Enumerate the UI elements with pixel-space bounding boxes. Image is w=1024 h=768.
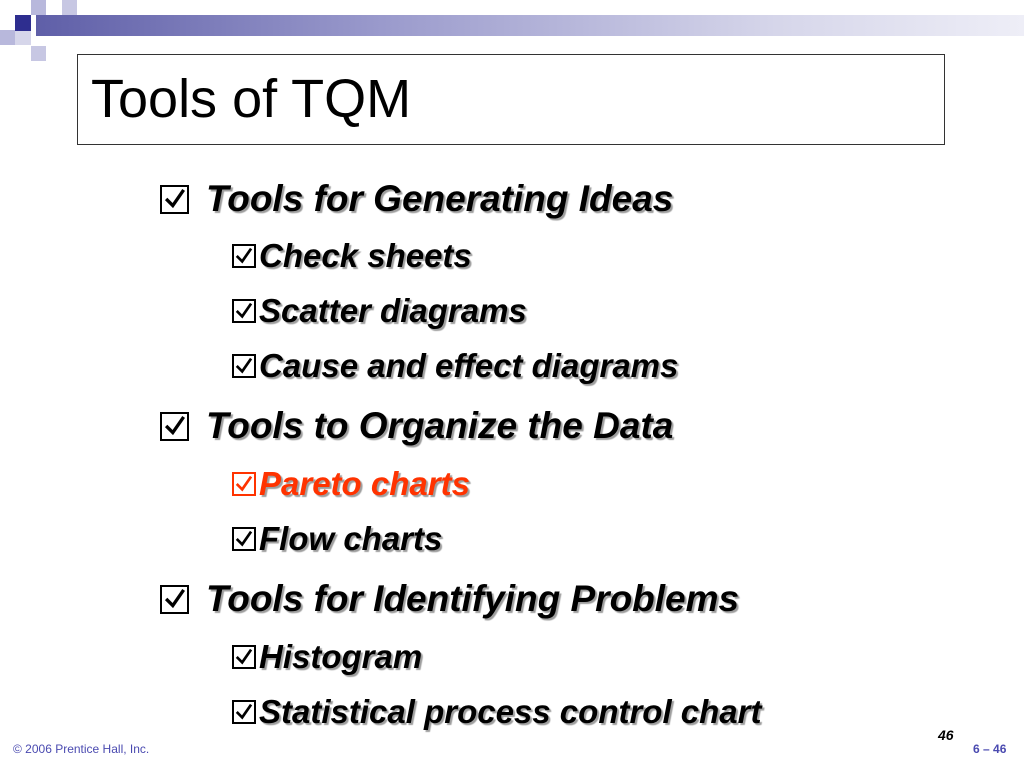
bullet-item-level1	[160, 576, 739, 622]
checkbox-checked-icon	[160, 585, 189, 614]
bullet-item-level1	[160, 403, 673, 449]
bullet-item-level1	[160, 176, 673, 222]
bullet-item-level2	[232, 518, 442, 560]
checkbox-checked-icon	[232, 645, 256, 669]
bullet-text: Tools for Identifying Problems	[206, 578, 740, 619]
footer-slide-ref: 6 – 46	[973, 742, 1007, 756]
bullet-text: Tools for Generating Ideas	[206, 178, 674, 219]
bullet-text: Histogram	[259, 638, 423, 675]
bullet-text: Pareto charts	[259, 465, 470, 502]
footer-page-number: 46	[938, 727, 954, 743]
bullet-item-level2	[232, 235, 472, 277]
checkbox-checked-icon	[232, 244, 256, 268]
bullet-text: Scatter diagrams	[259, 292, 527, 329]
checkbox-checked-icon	[160, 412, 189, 441]
bullet-text: Flow charts	[259, 520, 443, 557]
bullet-item-level2	[232, 290, 527, 332]
checkbox-checked-icon	[232, 472, 256, 496]
bullet-text: Check sheets	[259, 237, 472, 274]
checkbox-checked-icon	[232, 700, 256, 724]
bullet-text: Statistical process control chart	[259, 693, 762, 730]
slide-title: Tools of TQM	[91, 69, 412, 129]
footer-copyright: © 2006 Prentice Hall, Inc.	[13, 742, 150, 756]
bullet-item-level2	[232, 691, 762, 733]
bullet-item-level2	[232, 345, 678, 387]
bullet-item-level2	[232, 636, 422, 678]
checkbox-checked-icon	[232, 299, 256, 323]
checkbox-checked-icon	[232, 354, 256, 378]
checkbox-checked-icon	[232, 527, 256, 551]
bullet-item-level2	[232, 463, 470, 505]
bullet-text: Cause and effect diagrams	[259, 347, 679, 384]
bullet-text: Tools to Organize the Data	[206, 405, 674, 446]
checkbox-checked-icon	[160, 185, 189, 214]
